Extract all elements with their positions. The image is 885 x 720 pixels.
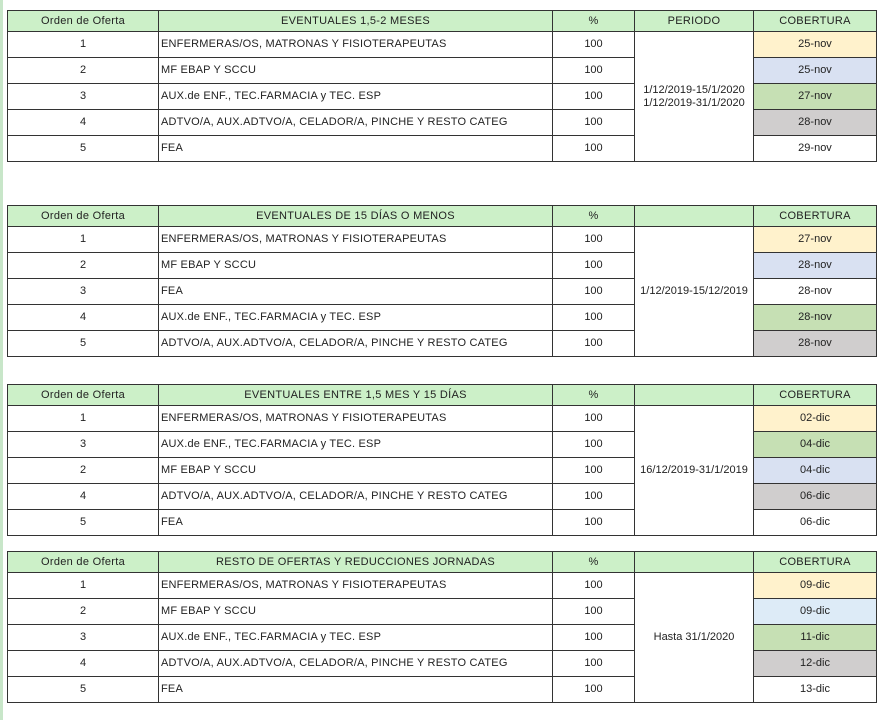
order-cell: 4 [8,110,159,136]
coverage-header: COBERTURA [754,11,877,32]
order-cell: 3 [8,432,159,458]
table-title: EVENTUALES 1,5-2 MESES [159,11,553,32]
table-header-row [8,11,877,32]
category-cell: FEA [159,677,553,703]
pct-cell: 100 [553,625,635,651]
category-cell: ENFERMERAS/OS, MATRONAS Y FISIOTERAPEUTAS [159,32,553,58]
table-row [8,32,877,58]
category-cell: AUX.de ENF., TEC.FARMACIA y TEC. ESP [159,84,553,110]
order-cell: 4 [8,651,159,677]
table-row [8,227,877,253]
table-header-row [8,206,877,227]
coverage-cell: 28-nov [754,279,877,305]
period-header [635,385,754,406]
pct-header: % [553,11,635,32]
order-cell: 5 [8,677,159,703]
period-header [635,552,754,573]
category-cell: FEA [159,136,553,162]
left-edge-divider [0,0,3,720]
category-cell: ADTVO/A, AUX.ADTVO/A, CELADOR/A, PINCHE Y RESTO CATEG [159,110,553,136]
category-cell: AUX.de ENF., TEC.FARMACIA y TEC. ESP [159,432,553,458]
order-cell: 3 [8,625,159,651]
order-cell: 2 [8,458,159,484]
order-cell: 1 [8,573,159,599]
pct-cell: 100 [553,58,635,84]
order-cell: 1 [8,227,159,253]
category-cell: MF EBAP Y SCCU [159,599,553,625]
pct-cell: 100 [553,458,635,484]
category-cell: ADTVO/A, AUX.ADTVO/A, CELADOR/A, PINCHE Y RESTO CATEG [159,331,553,357]
offer-table-3 [7,384,877,536]
pct-cell: 100 [553,599,635,625]
pct-header: % [553,385,635,406]
table-title: EVENTUALES ENTRE 1,5 MES Y 15 DÍAS [159,385,553,406]
period-cell: 1/12/2019-15/1/2020 1/12/2019-31/1/2020 [635,32,754,162]
table-header-row [8,385,877,406]
pct-cell: 100 [553,331,635,357]
pct-header: % [553,206,635,227]
category-cell: FEA [159,510,553,536]
coverage-cell: 04-dic [754,458,877,484]
coverage-cell: 06-dic [754,510,877,536]
category-cell: FEA [159,279,553,305]
coverage-cell: 13-dic [754,677,877,703]
pct-cell: 100 [553,573,635,599]
coverage-cell: 25-nov [754,58,877,84]
pct-cell: 100 [553,253,635,279]
offer-table-4 [7,551,877,703]
order-header: Orden de Oferta [8,206,159,227]
table-title: RESTO DE OFERTAS Y REDUCCIONES JORNADAS [159,552,553,573]
pct-header: % [553,552,635,573]
order-cell: 4 [8,305,159,331]
table-row [8,573,877,599]
category-cell: ADTVO/A, AUX.ADTVO/A, CELADOR/A, PINCHE Y RESTO CATEG [159,651,553,677]
coverage-cell: 12-dic [754,651,877,677]
category-cell: MF EBAP Y SCCU [159,253,553,279]
coverage-cell: 28-nov [754,331,877,357]
coverage-cell: 09-dic [754,599,877,625]
order-cell: 5 [8,331,159,357]
coverage-cell: 29-nov [754,136,877,162]
coverage-header: COBERTURA [754,206,877,227]
period-header: PERIODO [635,11,754,32]
order-cell: 1 [8,32,159,58]
pct-cell: 100 [553,651,635,677]
coverage-cell: 04-dic [754,432,877,458]
pct-cell: 100 [553,227,635,253]
table-header-row [8,552,877,573]
order-header: Orden de Oferta [8,385,159,406]
order-cell: 4 [8,484,159,510]
coverage-cell: 06-dic [754,484,877,510]
coverage-header: COBERTURA [754,552,877,573]
order-cell: 2 [8,253,159,279]
order-cell: 5 [8,136,159,162]
offer-table-1 [7,10,877,162]
order-cell: 3 [8,84,159,110]
category-cell: ENFERMERAS/OS, MATRONAS Y FISIOTERAPEUTAS [159,227,553,253]
category-cell: AUX.de ENF., TEC.FARMACIA y TEC. ESP [159,305,553,331]
coverage-cell: 02-dic [754,406,877,432]
coverage-cell: 27-nov [754,84,877,110]
pct-cell: 100 [553,32,635,58]
category-cell: ADTVO/A, AUX.ADTVO/A, CELADOR/A, PINCHE Y RESTO CATEG [159,484,553,510]
coverage-cell: 28-nov [754,110,877,136]
offer-table-2 [7,205,877,357]
pct-cell: 100 [553,84,635,110]
category-cell: MF EBAP Y SCCU [159,458,553,484]
coverage-cell: 11-dic [754,625,877,651]
category-cell: MF EBAP Y SCCU [159,58,553,84]
period-cell: 16/12/2019-31/1/2019 [635,406,754,536]
coverage-cell: 25-nov [754,32,877,58]
pct-cell: 100 [553,432,635,458]
pct-cell: 100 [553,484,635,510]
order-cell: 2 [8,599,159,625]
order-cell: 2 [8,58,159,84]
coverage-cell: 28-nov [754,305,877,331]
pct-cell: 100 [553,510,635,536]
order-cell: 1 [8,406,159,432]
order-cell: 3 [8,279,159,305]
table-title: EVENTUALES DE 15 DÍAS O MENOS [159,206,553,227]
order-cell: 5 [8,510,159,536]
pct-cell: 100 [553,406,635,432]
coverage-cell: 09-dic [754,573,877,599]
period-header [635,206,754,227]
coverage-header: COBERTURA [754,385,877,406]
table-row [8,406,877,432]
pct-cell: 100 [553,677,635,703]
coverage-cell: 28-nov [754,253,877,279]
category-cell: ENFERMERAS/OS, MATRONAS Y FISIOTERAPEUTAS [159,573,553,599]
order-header: Orden de Oferta [8,552,159,573]
period-cell: Hasta 31/1/2020 [635,573,754,703]
coverage-cell: 27-nov [754,227,877,253]
pct-cell: 100 [553,305,635,331]
period-cell: 1/12/2019-15/12/2019 [635,227,754,357]
pct-cell: 100 [553,110,635,136]
category-cell: ENFERMERAS/OS, MATRONAS Y FISIOTERAPEUTAS [159,406,553,432]
category-cell: AUX.de ENF., TEC.FARMACIA y TEC. ESP [159,625,553,651]
pct-cell: 100 [553,279,635,305]
pct-cell: 100 [553,136,635,162]
order-header: Orden de Oferta [8,11,159,32]
